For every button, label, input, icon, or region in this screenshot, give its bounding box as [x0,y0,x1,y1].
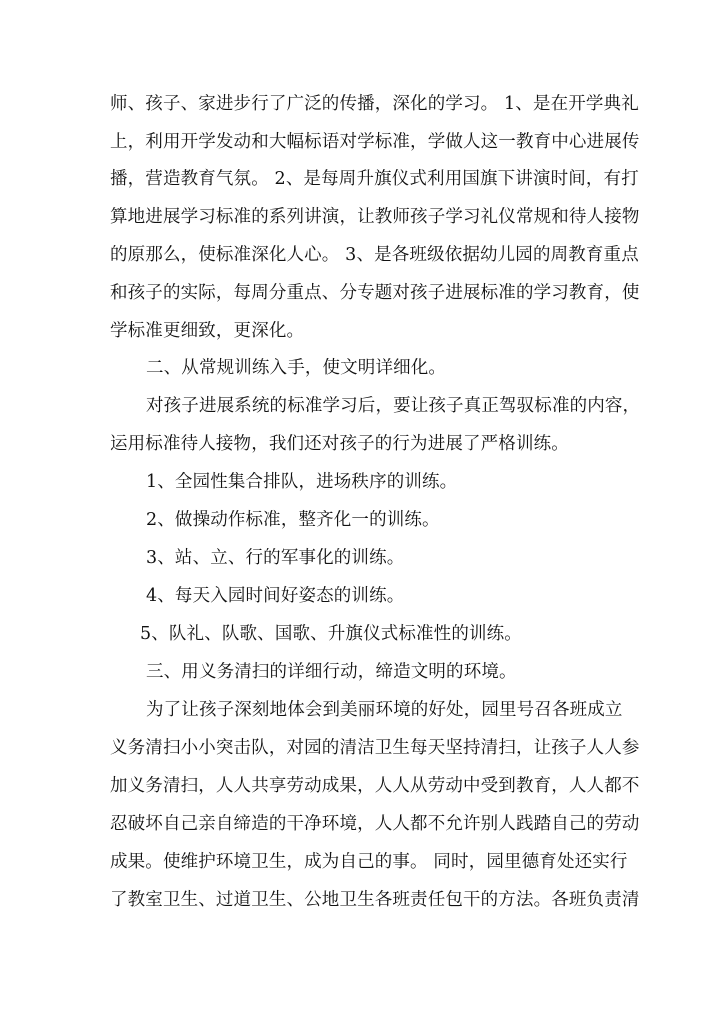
text-line: 上，利用开学发动和大幅标语对学标准，学做人这一教育中心进展传 [110,132,640,152]
paragraph-start-line: 对孩子进展系统的标准学习后，要让孩子真正驾驭标准的内容， [146,396,641,416]
list-item: 3、站、立、行的军事化的训练。 [146,548,405,568]
section-heading: 三、用义务清扫的详细行动，缔造文明的环境。 [146,662,517,682]
text-line: 播，营造教育气氛。 2、是每周升旗仪式利用国旗下讲演时间，有打 [110,169,639,189]
text-line: 了教室卫生、过道卫生、公地卫生各班责任包干的方法。各班负责清 [110,890,640,910]
text-line: 加义务清扫，人人共享劳动成果，人人从劳动中受到教育，人人都不 [110,776,640,796]
text-line: 算地进展学习标准的系列讲演，让教师孩子学习礼仪常规和待人接物 [110,207,640,227]
text-line: 学标准更细致，更深化。 [110,321,305,341]
text-line: 义务清扫小小突击队，对园的清洁卫生每天坚持清扫，让孩子人人参 [110,738,640,758]
text-line: 成果。使维护环境卫生，成为自己的事。 同时，园里德育处还实行 [110,852,628,872]
list-item: 4、每天入园时间好姿态的训练。 [146,586,405,606]
text-line: 运用标准待人接物，我们还对孩子的行为进展了严格训练。 [110,434,569,454]
list-item: 2、做操动作标准，整齐化一的训练。 [146,510,440,530]
text-line: 的原那么，使标准深化人心。 3、是各班级依据幼儿园的周教育重点 [110,245,639,265]
list-item: 1、全园性集合排队，进场秩序的训练。 [146,472,458,492]
list-item: 5、队礼、队歌、国歌、升旗仪式标准性的训练。 [140,624,522,644]
section-heading: 二、从常规训练入手，使文明详细化。 [146,358,447,378]
text-line: 师、孩子、家进步行了广泛的传播，深化的学习。 1、是在开学典礼 [110,94,639,114]
paragraph-start-line: 为了让孩子深刻地体会到美丽环境的好处，园里号召各班成立 [146,700,623,720]
text-line: 忍破坏自己亲自缔造的干净环境，人人都不允许别人践踏自己的劳动 [110,814,640,834]
text-line: 和孩子的实际，每周分重点、分专题对孩子进展标准的学习教育，使 [110,283,640,303]
